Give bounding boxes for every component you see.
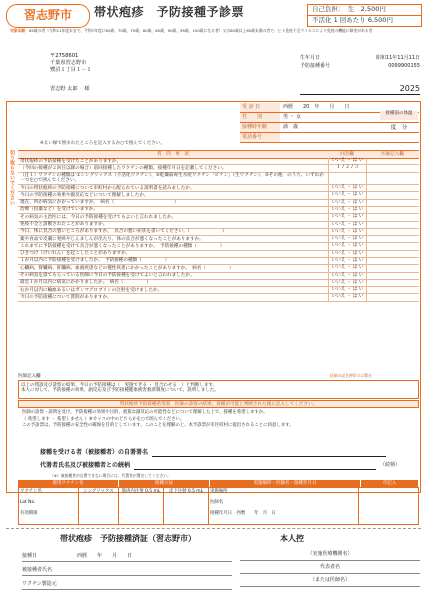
- vaccine-brand: シングリックス: [83, 489, 114, 494]
- eligibility-text: [10, 29, 420, 33]
- answer-choice[interactable]: いいえ ・ は い: [328, 258, 366, 264]
- dob-label: 生年月日: [300, 55, 321, 61]
- doctor-note-cell[interactable]: [366, 222, 419, 228]
- question-text: その病気を診てもらっている医師に今日の予防接種を受けてよいと言われましたか。: [20, 273, 195, 278]
- certificate-row: [22, 548, 232, 562]
- form-title: 帯状疱疹 予防接種予診票: [94, 5, 245, 19]
- certificate-row-label: 接種日: [22, 553, 38, 560]
- certificate-row: [22, 562, 232, 576]
- consent-band: 帯状疱疹予防接種希望書 医師の診察の結果、接種が可能と判断された後に記入してください。: [18, 400, 419, 408]
- doctor-note-cell[interactable]: [366, 273, 419, 279]
- question-row: [18, 273, 419, 280]
- consent-choice[interactable]: （ 希望します ・ 希望しません ）※カッコの中のどちらかを○で囲んでください。: [22, 416, 185, 422]
- doctor-note-cell[interactable]: [366, 287, 419, 293]
- certificate-row-label: 被接種者氏名: [22, 567, 53, 574]
- answer-choice[interactable]: いいえ ・ は い: [328, 185, 366, 191]
- question-row: [18, 173, 419, 186]
- self-signature-field[interactable]: [152, 450, 386, 457]
- question-row: [18, 294, 419, 301]
- doctor-note-cell[interactable]: [366, 185, 419, 191]
- answer-choice[interactable]: １ / ２ / ３: [328, 165, 366, 171]
- side-warning: 切り取らないでください: [9, 150, 15, 205]
- proxy-signature-row: 代署者氏名及び被接種者との続柄 （続柄）: [40, 462, 400, 469]
- certificate-copy-label: 本人控: [280, 534, 304, 543]
- question-text: 免疫不全と診断されたことがありますか。: [20, 222, 108, 228]
- doctor-line1: 以上の問診及び診察の結果、今日の予防接種は（ 実施できる ・ 見合わせる ）と判断します。: [21, 383, 217, 388]
- question-text: （今回の接種が２回目以降の場合）前回接種したワクチンの種類、接種年月日を記載してください。: [20, 165, 227, 171]
- question-header: 質 問 事 項 回答欄 医師記入欄: [18, 150, 419, 159]
- address-line2: 鷺沼１丁目１－１: [50, 67, 92, 73]
- answer-choice[interactable]: いいえ ・ は い: [328, 280, 366, 286]
- address-line1: 千葉県習志野市: [50, 60, 87, 66]
- answer-choice[interactable]: いいえ ・ は い: [328, 265, 366, 271]
- doctor-section-label: 医師記入欄: [18, 374, 41, 379]
- doctor-box: [18, 380, 419, 399]
- question-text: １か月以内に予防接種を受けましたか。 予防接種の種類（ ）: [20, 258, 170, 264]
- question-text: 最近１か月以内に病気にかかりましたか。 病名（ ）: [20, 280, 151, 286]
- cut-line: [6, 528, 421, 529]
- answer-choice[interactable]: いいえ ・ は い: [328, 294, 366, 300]
- dob-value: 昭和11年11月11日: [375, 55, 420, 61]
- fee-inactivated: 不活化 1 回あたり 6,500円: [308, 15, 421, 26]
- doctor-note-cell[interactable]: [366, 236, 419, 242]
- question-row: [18, 243, 419, 250]
- doctor-note-cell[interactable]: [366, 294, 419, 300]
- doctor-note-cell[interactable]: [366, 207, 419, 213]
- answer-choice[interactable]: いいえ ・ は い: [328, 158, 366, 164]
- vaccine-table-header: 使用ワクチン名 接種方法 実施場所・医師名・接種年月日 市記入: [18, 480, 419, 487]
- recipient-meta: [300, 56, 420, 72]
- question-text: （注１）ワクチンの種類は ①シングリックス（不活化ワクチン）、②乾燥弱毒生水痘ワクチン「ビケン」（生ワクチン）、③その他 のうち、いずれか一つを○で囲んでください。: [20, 173, 324, 184]
- age-label: 接種時年齢: [240, 123, 280, 132]
- doctor-signature-note: 医師の記名押印又は署名: [330, 373, 372, 378]
- question-text: 今日の予防接種の効果や副反応などについて理解しましたか。: [20, 192, 149, 198]
- eligibility-body: 65歳の者（今和11年度末まで、令和7年度に65歳、70歳、75歳、80歳、85歳、90歳、95歳、100歳になる者）又は60歳以上65歳未満の者で、ヒト免疫不全ウイルスにより免疫の機能に障害がある者: [28, 28, 373, 33]
- doctor-note-cell[interactable]: [366, 229, 419, 235]
- question-text: 今日の帯状疱疹の予防接種について市町村から配られている説明書を読みましたか。: [20, 185, 195, 191]
- doctor-note-cell[interactable]: [366, 243, 419, 249]
- answer-choice[interactable]: いいえ ・ は い: [328, 273, 366, 279]
- doctor-note-cell[interactable]: [366, 280, 419, 286]
- proxy-signature-field[interactable]: [134, 463, 376, 470]
- certificate-row-label: ワクチン製造元: [22, 581, 57, 588]
- answer-choice[interactable]: いいえ ・ は い: [328, 229, 366, 235]
- question-text: これまでに予防接種を受けて具合が悪くなったことがありますか。 予防接種の種類（ ）: [20, 243, 225, 249]
- sex-field[interactable]: 男 ・ 女: [283, 114, 302, 120]
- doctor-note-cell[interactable]: [366, 214, 419, 220]
- answer-choice[interactable]: いいえ ・ は い: [328, 236, 366, 242]
- answer-choice[interactable]: いいえ ・ は い: [328, 251, 366, 257]
- question-text: 心臓病、腎臓病、肝臓病、血液疾患などの慢性疾患にかかったことがありますか。 病名（ ）: [20, 265, 234, 271]
- answer-choice[interactable]: いいえ ・ は い: [328, 192, 366, 198]
- self-signature-row: 接種を受ける者（被接種者）の自署署名: [40, 450, 390, 457]
- question-row: [18, 200, 419, 207]
- doctor-note-cell[interactable]: [366, 258, 419, 264]
- certificate-facility: （実施医療機関名） 代表者名 （または医師名）: [240, 548, 420, 587]
- doctor-note-cell[interactable]: [366, 200, 419, 206]
- fee-live: 自己負担： 生 2,500円: [312, 5, 386, 13]
- fill-notice: ※太い線で囲まれたところを記入するか○で囲んでください。: [40, 141, 165, 146]
- question-row: [18, 214, 419, 221]
- certificate-row-value[interactable]: 西暦 年 月 日: [77, 553, 133, 560]
- consent-body: 医師の診察・説明を受け、予防接種の効果や目的、重篤な副反応の可能性などについて理解した上で、接種を希望しますか。 （ 希望します ・ 希望しません ）※カッコの中のどちらかを○で囲んでください。 この予診票は、予防接種の安全性の確保を目的としています。このことを理解の上、本予診票が市区町村に提出されることに同意します。: [22, 410, 417, 430]
- answer-choice[interactable]: いいえ ・ は い: [328, 200, 366, 206]
- question-row: [18, 265, 419, 272]
- fee-box: [307, 4, 422, 27]
- question-row: [18, 229, 419, 236]
- question-row: [18, 222, 419, 229]
- question-row: [18, 251, 419, 258]
- eligibility-lead: 対象年齢：: [10, 28, 29, 33]
- doctor-note-cell[interactable]: [366, 265, 419, 271]
- question-text: その病気の主治医には、今日の予防接種を受けてもよいと言われましたか。: [20, 214, 177, 220]
- question-text: 薬や食品で皮膚に発疹やじんましんが出たり、体の具合が悪くなったことがありますか。: [20, 236, 204, 242]
- question-text: 今日の予防接種について質問がありますか。: [20, 294, 112, 300]
- recipient-name: 習志野 太郎 様: [50, 86, 90, 92]
- question-text: 帯状疱疹の予防接種を受けたことがありますか。: [20, 158, 122, 164]
- doctor-note-cell[interactable]: [366, 165, 419, 171]
- doctor-note-cell[interactable]: [366, 192, 419, 198]
- certificate-fields: [22, 548, 232, 590]
- vaccine-table-body: ワクチン名 Lot No. 有効期限 シングリックス 筋肉内注射 0.5 mL 皮下注射 0.5 mL 実施場所 医師名 接種年月日 西暦 年 月 日: [18, 487, 419, 525]
- question-text: 右か月以内に輸血あるいはガンマグロブリンの注射を受けましたか。: [20, 287, 163, 293]
- question-list: [18, 158, 419, 302]
- answer-choice[interactable]: いいえ ・ は い: [328, 214, 366, 220]
- question-text: 治療（投薬など）を受けていますか。: [20, 207, 99, 213]
- answer-choice[interactable]: いいえ ・ は い: [328, 287, 366, 293]
- certificate-row: [22, 576, 232, 590]
- answer-choice[interactable]: いいえ ・ は い: [328, 243, 366, 249]
- doctor-line2: 本人に対して、予防接種の効果、副反応及び予防接種健康被害救済制度について、説明しました。: [21, 388, 219, 394]
- city-badge: 習志野市: [6, 4, 90, 28]
- question-text: 今日、体に具合の悪いところがありますか。 具合の悪い症状を書いてください。（ ）: [20, 229, 227, 235]
- route-sc[interactable]: 皮下注射 0.5 mL: [164, 488, 209, 524]
- doctor-note-cell[interactable]: [366, 158, 419, 164]
- question-text: 現在、何か病気にかかっていますか。 病名（ ）: [20, 200, 179, 206]
- question-row: [18, 280, 419, 287]
- age-field[interactable]: 満 歳: [283, 124, 299, 130]
- certificate-title: 帯状疱疹 予防接種済証（習志野市）: [60, 534, 196, 543]
- number-label: 予防接種番号: [300, 63, 331, 69]
- postal-code: 〒2758601: [50, 53, 79, 59]
- question-row: [18, 192, 419, 199]
- mailing-address: [50, 54, 92, 75]
- question-row: [18, 165, 419, 172]
- answer-choice[interactable]: [328, 173, 366, 185]
- temperature-label: 接種前の体温: [380, 111, 418, 120]
- doctor-note-cell[interactable]: [366, 173, 419, 185]
- route-im[interactable]: 筋肉内注射 0.5 mL: [119, 488, 164, 524]
- visit-date-field[interactable]: 西暦 20 年 月 日: [283, 104, 350, 110]
- visit-info-grid: 受 診 日 西暦 20 年 月 日 性 別 男 ・ 女 接種時年齢 満 歳 電話番号: [240, 103, 419, 143]
- number-value: 0099900155: [388, 63, 420, 69]
- phone-field[interactable]: [280, 133, 419, 142]
- doctor-note-cell[interactable]: [366, 251, 419, 257]
- signature-note: （※）被接種者が自署できない場合には、代署者が署名してください。: [50, 473, 171, 478]
- answer-choice[interactable]: いいえ ・ は い: [328, 207, 366, 213]
- question-text: ひきつけ（けいれん）を起こしたことがありますか。: [20, 251, 131, 257]
- temperature-field[interactable]: 度 分: [390, 125, 408, 131]
- fiscal-year: 2025: [300, 84, 420, 95]
- answer-choice[interactable]: いいえ ・ は い: [328, 222, 366, 228]
